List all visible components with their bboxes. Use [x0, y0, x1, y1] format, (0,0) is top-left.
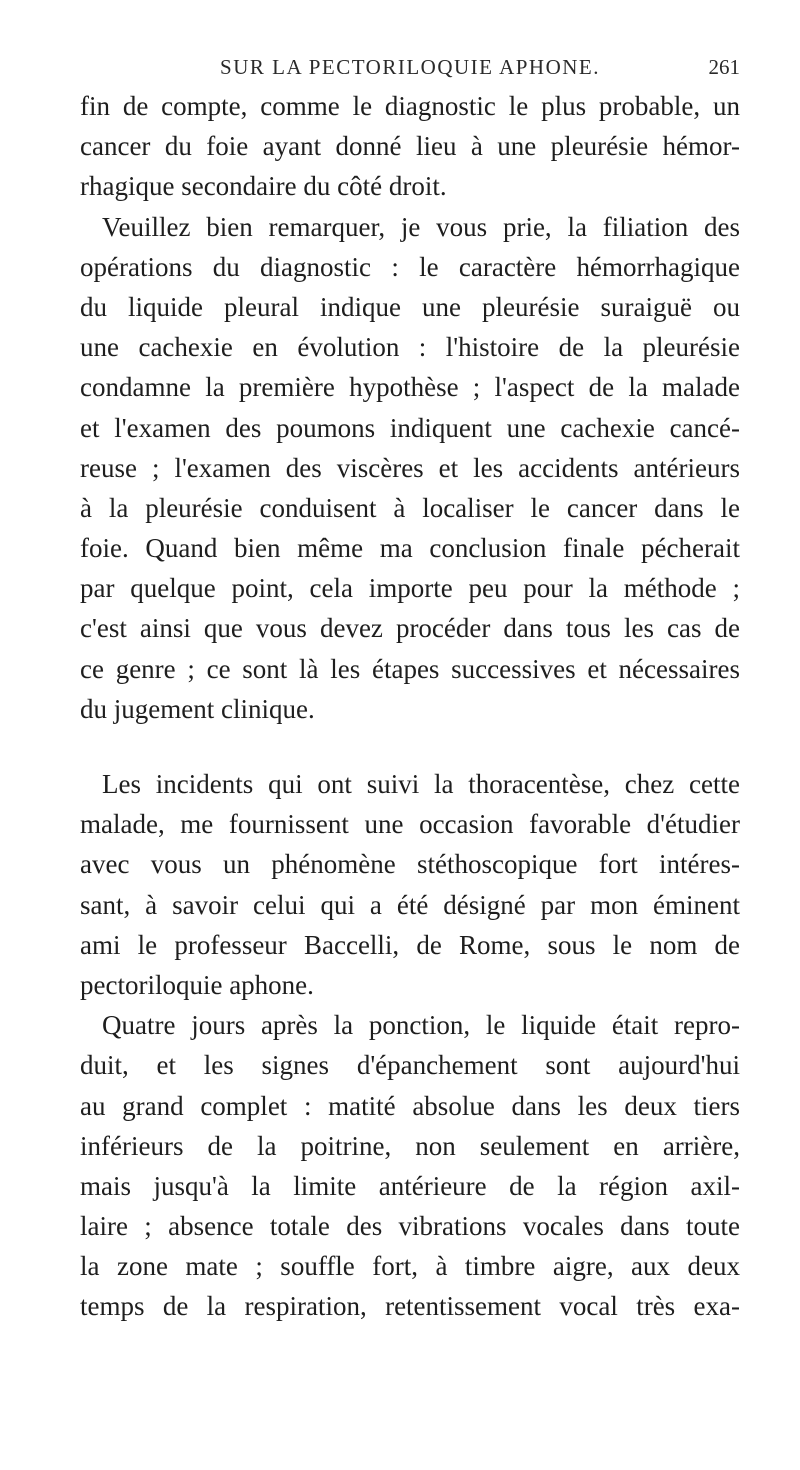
text-line: ce genre ; ce sont là les étapes successives et nécessaires — [80, 653, 740, 684]
paragraph — [80, 764, 740, 1005]
text-line: la zone mate ; souffle fort, à timbre aigre, aux deux — [80, 1251, 740, 1282]
text-line: mais jusqu'à la limite antérieure de la région axil- — [80, 1170, 740, 1201]
text-line: ami le professeur Baccelli, de Rome, sous le nom de — [80, 929, 740, 960]
text-line: laire ; absence totale des vibrations vocales dans toute — [80, 1211, 740, 1242]
text-block-lower — [80, 764, 740, 1327]
text-line: Quatre jours après la ponction, le liquide était repro- — [102, 1010, 740, 1041]
text-line: fin de compte, comme le diagnostic le plus probable, un — [80, 91, 740, 121]
text-line: c'est ainsi que vous devez procéder dans tous les cas de — [80, 613, 740, 644]
running-head — [80, 52, 740, 82]
text-line: du liquide pleural indique une pleurésie suraiguë ou — [80, 291, 740, 322]
running-title: SUR LA PECTORILOQUIE APHONE. — [220, 55, 600, 79]
text-line: par quelque point, cela importe peu pour la méthode ; — [80, 573, 740, 604]
text-line: inférieurs de la poitrine, non seulement en arrière, — [80, 1130, 740, 1161]
text-line: condamne la première hypothèse ; l'aspect de la malade — [80, 372, 740, 403]
text-line: une cachexie en évolution : l'histoire de la pleurésie — [80, 332, 740, 363]
text-line: sant, à savoir celui qui a été désigné par mon éminent — [80, 889, 740, 920]
page-number: 261 — [708, 55, 740, 79]
text-line: du jugement clinique. — [80, 693, 315, 724]
text-line: foie. Quand bien même ma conclusion finale pécherait — [80, 533, 740, 564]
text-line: duit, et les signes d'épanchement sont aujourd'hui — [80, 1050, 740, 1081]
text-line: reuse ; l'examen des viscères et les accidents antérieurs — [80, 452, 740, 483]
text-line: avec vous un phénomène stéthoscopique fort intéres- — [80, 849, 740, 880]
text-line: pectoriloquie aphone. — [80, 969, 314, 1000]
text-line: rhagique secondaire du côté droit. — [80, 171, 447, 202]
paragraph — [80, 86, 740, 207]
text-line: au grand complet : matité absolue dans les deux tiers — [80, 1090, 740, 1121]
text-block-upper — [80, 86, 740, 729]
text-line: temps de la respiration, retentissement vocal très exa- — [80, 1291, 740, 1322]
paragraph — [80, 207, 740, 729]
text-line: et l'examen des poumons indiquent une cachexie cancé- — [80, 412, 740, 443]
text-line: à la pleurésie conduisent à localiser le cancer dans le — [80, 492, 740, 523]
text-line: cancer du foie ayant donné lieu à une pleurésie hémor- — [80, 131, 740, 162]
text-line: malade, me fournissent une occasion favorable d'étudier — [80, 809, 740, 840]
text-line: Les incidents qui ont suivi la thoracentèse, chez cette — [102, 769, 740, 799]
text-line: Veuillez bien remarquer, je vous prie, la filiation des — [102, 211, 740, 242]
paragraph — [80, 1005, 740, 1327]
text-line: opérations du diagnostic : le caractère hémorrhagique — [80, 251, 740, 282]
